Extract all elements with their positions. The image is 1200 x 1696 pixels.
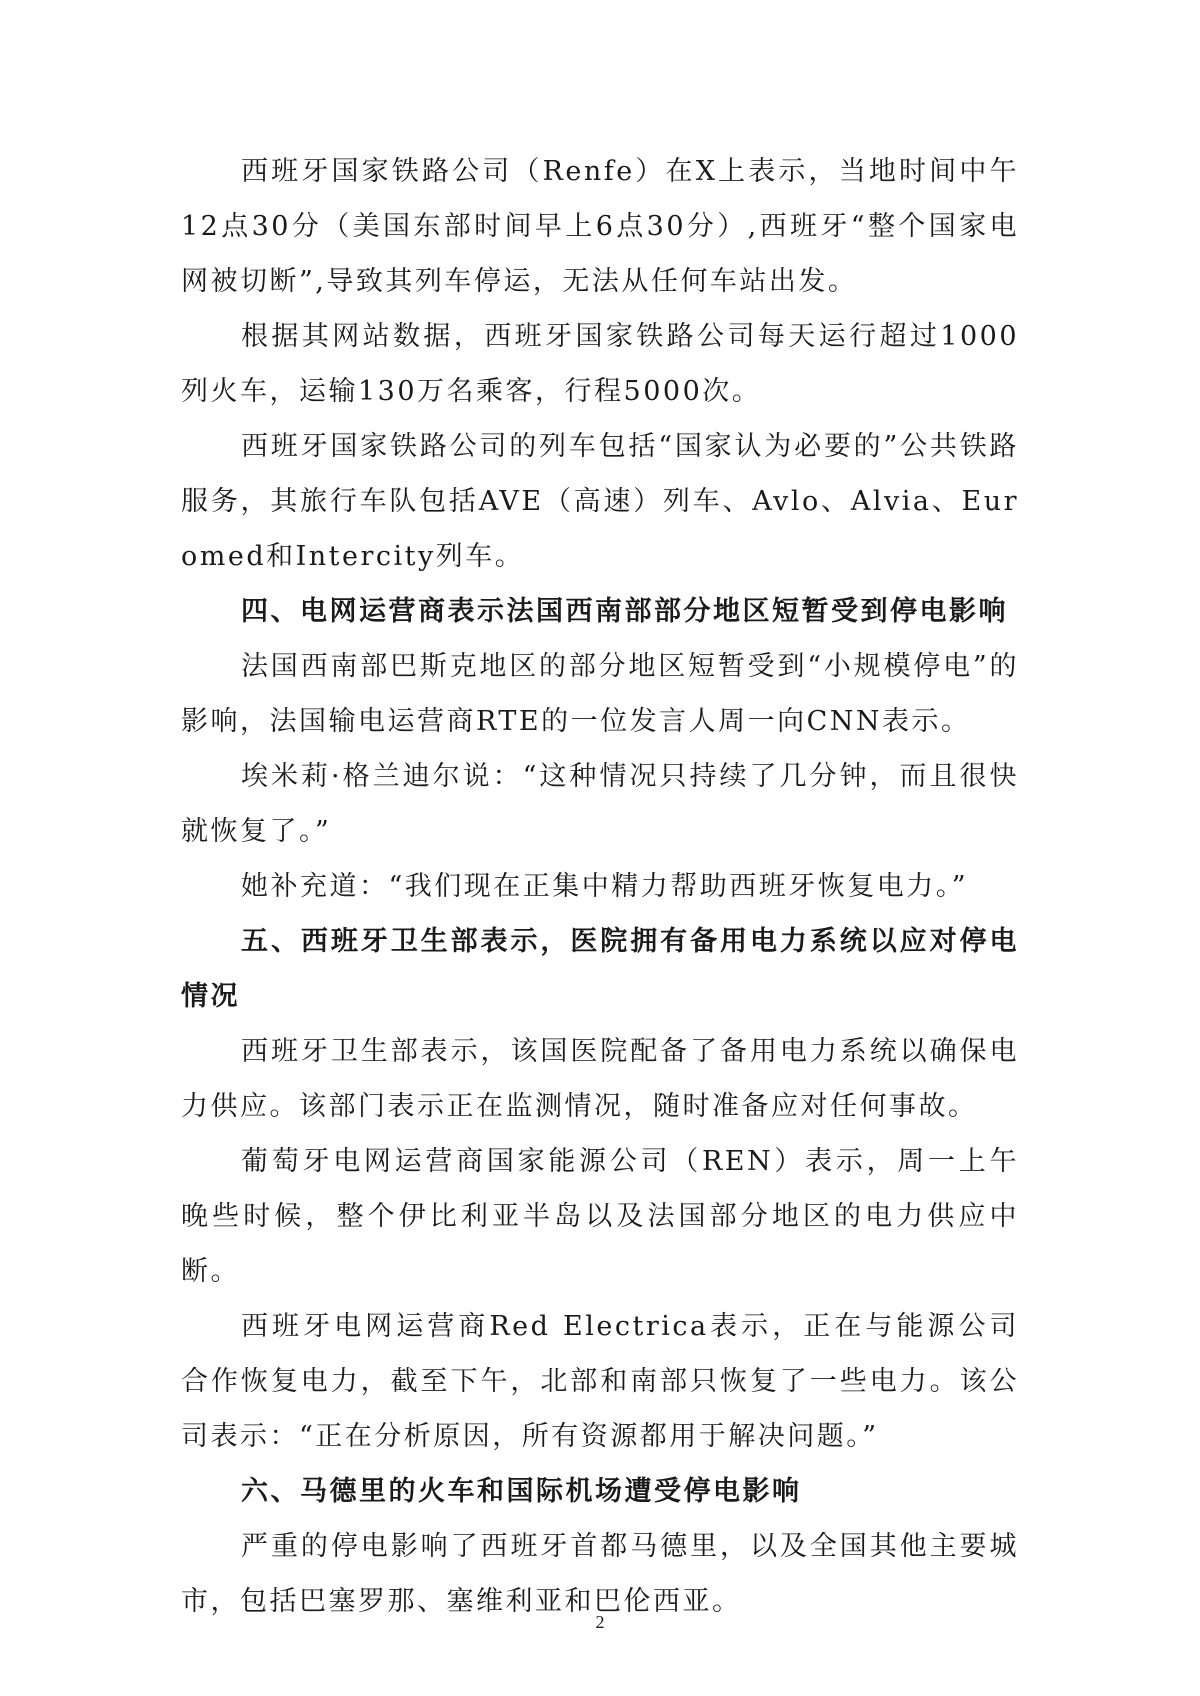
document-body: [181, 144, 1019, 1629]
section-heading-6: 六、马德里的火车和国际机场遭受停电影响: [241, 1476, 802, 1507]
paragraph-france-basque: 法国西南部巴斯克地区的部分地区短暂受到“小规模停电”的影响，法国输电运营商RTE的一位发言人周一向CNN表示。: [181, 651, 1019, 737]
paragraph-ren-portugal: 葡萄牙电网运营商国家能源公司（REN）表示，周一上午晚些时候，整个伊比利亚半岛以及法国部分地区的电力供应中断。: [181, 1146, 1019, 1287]
paragraph-health-ministry: 西班牙卫生部表示，该国医院配备了备用电力系统以确保电力供应。该部门表示正在监测情况，随时准备应对任何事故。: [181, 1036, 1019, 1122]
paragraph-renfe-stats: 根据其网站数据，西班牙国家铁路公司每天运行超过1000列火车，运输130万名乘客，行程5000次。: [181, 321, 1019, 407]
paragraph-renfe-statement: 西班牙国家铁路公司（Renfe）在X上表示，当地时间中午12点30分（美国东部时间早上6点30分）,西班牙“整个国家电网被切断”,导致其列车停运，无法从任何车站出发。: [181, 156, 1019, 297]
page-number: 2: [595, 1612, 605, 1632]
paragraph-grandier-quote: 埃米莉·格兰迪尔说：“这种情况只持续了几分钟，而且很快就恢复了。”: [181, 761, 1019, 847]
paragraph-madrid-outage: 严重的停电影响了西班牙首都马德里，以及全国其他主要城市，包括巴塞罗那、塞维利亚和巴伦西亚。: [181, 1531, 1019, 1617]
paragraph-renfe-fleet: 西班牙国家铁路公司的列车包括“国家认为必要的”公共铁路服务，其旅行车队包括AVE（高速）列车、Avlo、Alvia、Euromed和Intercity列车。: [181, 431, 1019, 572]
section-heading-4: 四、电网运营商表示法国西南部部分地区短暂受到停电影响: [241, 596, 1008, 627]
paragraph-grandier-addition: 她补充道：“我们现在正集中精力帮助西班牙恢复电力。”: [241, 871, 969, 902]
paragraph-red-electrica: 西班牙电网运营商Red Electrica表示，正在与能源公司合作恢复电力，截至下午，北部和南部只恢复了一些电力。该公司表示：“正在分析原因，所有资源都用于解决问题。”: [181, 1311, 1019, 1452]
section-heading-5: 五、西班牙卫生部表示，医院拥有备用电力系统以应对停电情况: [181, 926, 1019, 1012]
